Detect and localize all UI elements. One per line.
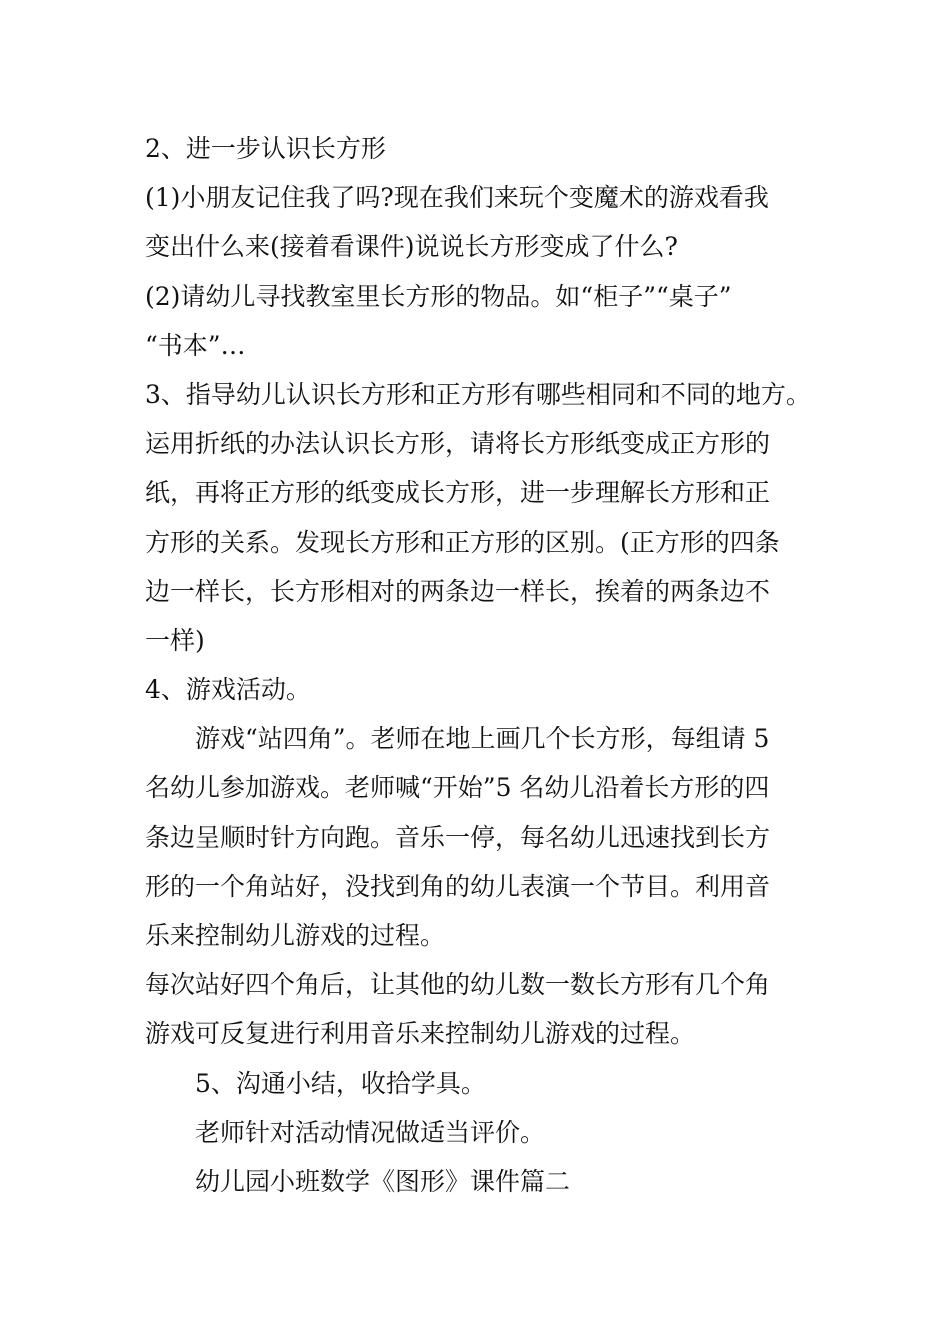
text-line: 名幼儿参加游戏。老师喊“开始”5 名幼儿沿着长方形的四 (145, 773, 770, 803)
text-line: 边一样长，长方形相对的两条边一样长，挨着的两条边不 (145, 576, 771, 606)
text-line: 形的一个角站好，没找到角的幼儿表演一个节目。利用音 (145, 871, 771, 901)
text-line: 5、沟通小结，收拾学具。 (195, 1068, 486, 1098)
document-body (145, 124, 810, 1206)
text-line: 乐来控制幼儿游戏的过程。 (145, 921, 446, 950)
text-line: (2)请幼儿寻找教室里长方形的物品。如“柜子”“桌子” (145, 281, 732, 311)
text-line: 4、游戏活动。 (145, 675, 311, 705)
text-line: 纸，再将正方形的纸变成长方形，进一步理解长方形和正 (145, 478, 771, 508)
text-line: 一样) (145, 625, 205, 655)
text-line: 运用折纸的办法认识长方形，请将长方形纸变成正方形的 (145, 429, 771, 459)
text-line: 每次站好四个角后，让其他的幼儿数一数长方形有几个角 (145, 970, 771, 1000)
text-line: 条边呈顺时针方向跑。音乐一停，每名幼儿迅速找到长方 (145, 822, 771, 852)
text-line: 3、指导幼儿认识长方形和正方形有哪些相同和不同的地方。 (145, 379, 811, 409)
text-line: (1)小朋友记住我了吗?现在我们来玩个变魔术的游戏看我 (145, 183, 769, 213)
text-line: 方形的关系。发现长方形和正方形的区别。(正方形的四条 (145, 527, 780, 557)
text-line: 幼儿园小班数学《图形》课件篇二 (195, 1166, 571, 1196)
text-line: “书本”… (145, 330, 246, 360)
text-line: 2、进一步认识长方形 (145, 134, 386, 163)
text-line: 老师针对活动情况做适当评价。 (195, 1117, 546, 1147)
text-line: 游戏“站四角”。老师在地上画几个长方形，每组请 5 (195, 724, 770, 754)
text-line: 变出什么来(接着看课件)说说长方形变成了什么? (145, 232, 678, 262)
text-line: 游戏可反复进行利用音乐来控制幼儿游戏的过程。 (145, 1019, 696, 1049)
